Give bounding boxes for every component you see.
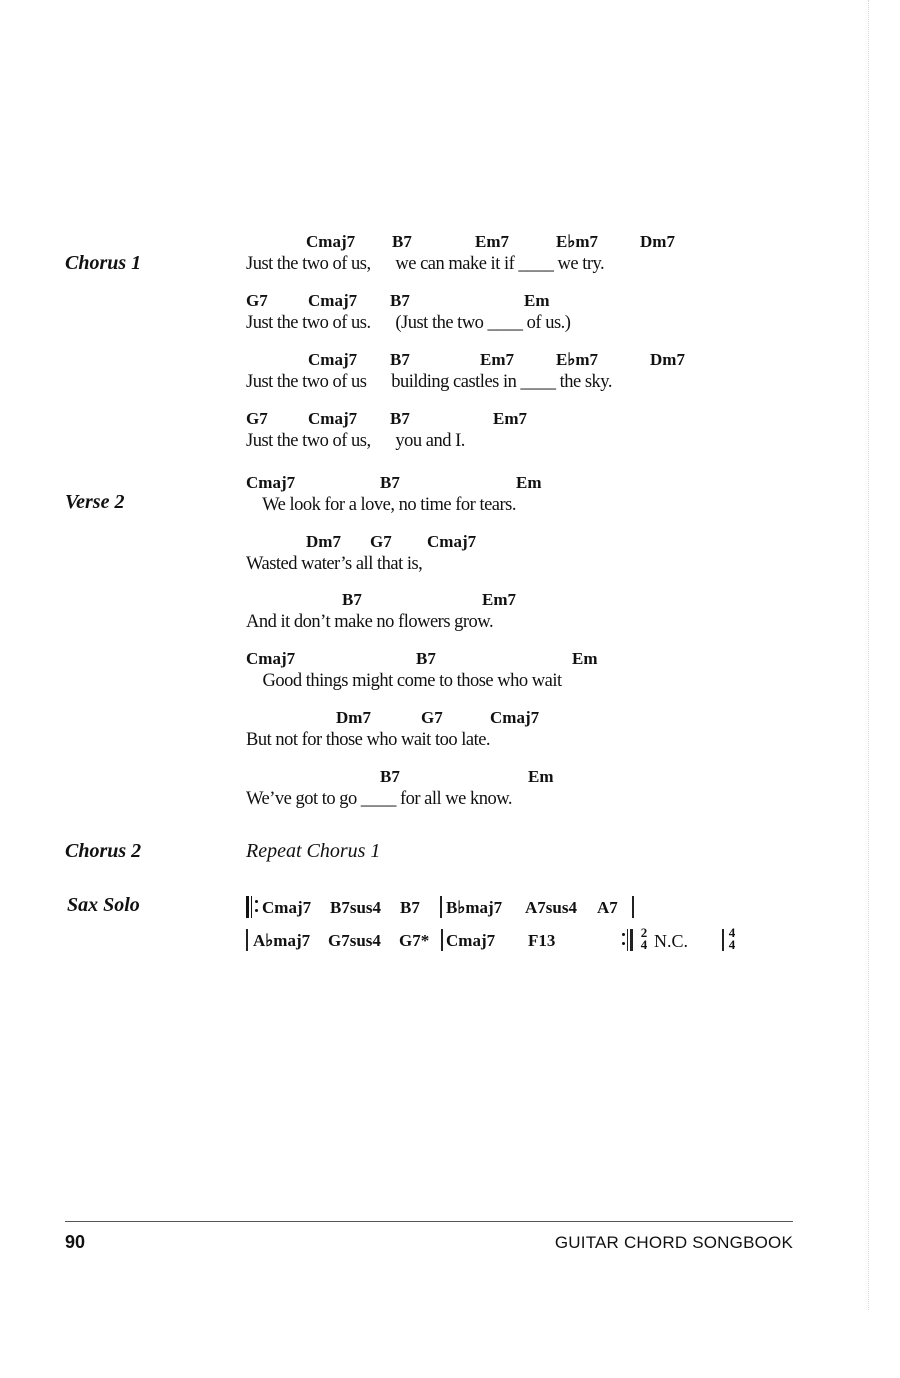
chord: B7 xyxy=(380,767,400,786)
chorus1-line-2 xyxy=(246,291,806,351)
chord: A7 xyxy=(597,898,618,917)
sax-solo-row-1 xyxy=(246,898,806,920)
chord: Dm7 xyxy=(650,350,685,369)
chord: A♭maj7 xyxy=(253,931,311,950)
lyric: Just the two of us, you and I. xyxy=(246,431,465,451)
chord: B7 xyxy=(390,409,410,428)
chorus1-line-3 xyxy=(246,350,806,410)
section-label-chorus-1: Chorus 1 xyxy=(65,252,142,274)
section-label-chorus-2: Chorus 2 xyxy=(65,840,142,862)
verse2-line-6 xyxy=(246,767,806,827)
chord: Em7 xyxy=(493,409,527,428)
chord: Cmaj7 xyxy=(446,931,496,950)
chord: E♭m7 xyxy=(556,350,599,369)
chord: Em xyxy=(516,473,542,492)
chord: Cmaj7 xyxy=(490,708,540,727)
barline xyxy=(441,929,443,951)
lyric: But not for those who wait too late. xyxy=(246,730,491,750)
book-title: GUITAR CHORD SONGBOOK xyxy=(554,1233,793,1252)
repeat-dots xyxy=(622,933,625,951)
chord: B7 xyxy=(400,898,420,917)
page-edge xyxy=(868,0,870,1310)
chord: Dm7 xyxy=(306,532,341,551)
verse2-line-5 xyxy=(246,708,806,768)
chord: B7 xyxy=(392,232,412,251)
repeat-end-thick-bar xyxy=(630,929,633,951)
chord: Em xyxy=(528,767,554,786)
barline xyxy=(246,929,248,951)
time-signature xyxy=(639,927,649,951)
chord: G7 xyxy=(421,708,443,727)
chord: Em xyxy=(572,649,598,668)
lyric: Just the two of us, we can make it if ____ we try. xyxy=(246,254,605,274)
barline xyxy=(722,929,724,951)
lyric: Good things might come to those who wait xyxy=(246,671,562,691)
page-number: 90 xyxy=(65,1232,86,1252)
chorus1-line-4 xyxy=(246,409,806,469)
barline xyxy=(632,896,634,918)
verse2-line-1 xyxy=(246,473,806,533)
chord: B7 xyxy=(342,590,362,609)
chord: Dm7 xyxy=(640,232,675,251)
chord: B7 xyxy=(416,649,436,668)
repeat-dots xyxy=(255,900,258,918)
chord: Cmaj7 xyxy=(246,649,296,668)
chord: G7 xyxy=(246,291,268,310)
barline xyxy=(440,896,442,918)
repeat-chorus-instruction: Repeat Chorus 1 xyxy=(246,840,381,862)
verse2-line-2 xyxy=(246,532,806,592)
footer-rule xyxy=(65,1221,793,1222)
chord: G7sus4 xyxy=(328,931,381,950)
chord: F13 xyxy=(528,931,556,950)
chord: Cmaj7 xyxy=(427,532,477,551)
repeat-end-thin-bar xyxy=(627,929,628,951)
repeat-start-sign xyxy=(246,896,252,918)
chord: G7* xyxy=(399,931,430,950)
verse2-line-3 xyxy=(246,590,806,650)
lyric: We’ve got to go ____ for all we know. xyxy=(246,789,513,809)
lyric: Just the two of us. (Just the two ____ of us.) xyxy=(246,313,571,333)
chord: E♭m7 xyxy=(556,232,599,251)
chord: Em xyxy=(524,291,550,310)
chord: Em7 xyxy=(482,590,516,609)
sax-solo-row-2 xyxy=(246,925,806,953)
chord: Em7 xyxy=(480,350,514,369)
chord: A7sus4 xyxy=(525,898,577,917)
lyric: Just the two of us building castles in ____ the sky. xyxy=(246,372,612,392)
chord: G7 xyxy=(370,532,392,551)
time-signature-top: 2 xyxy=(640,925,648,940)
verse2-line-4 xyxy=(246,649,806,709)
chord: Cmaj7 xyxy=(308,409,358,428)
chord: B7 xyxy=(390,350,410,369)
chord: G7 xyxy=(246,409,268,428)
lyric: We look for a love, no time for tears. xyxy=(246,495,517,515)
no-chord-label: N.C. xyxy=(654,931,689,951)
chord: Dm7 xyxy=(336,708,371,727)
lyric: And it don’t make no flowers grow. xyxy=(246,612,494,632)
time-signature-top: 4 xyxy=(728,925,736,940)
section-label-sax-solo: Sax Solo xyxy=(67,894,140,916)
chord: Cmaj7 xyxy=(262,898,312,917)
lyric: Wasted water’s all that is, xyxy=(246,554,423,574)
chord: B7 xyxy=(380,473,400,492)
chord: B7 xyxy=(390,291,410,310)
chord: Cmaj7 xyxy=(308,291,358,310)
chord: Cmaj7 xyxy=(308,350,358,369)
chorus1-line-1 xyxy=(246,232,806,292)
time-signature-bottom: 4 xyxy=(640,937,648,952)
chord: Cmaj7 xyxy=(306,232,356,251)
time-signature xyxy=(727,927,737,951)
chord: B♭maj7 xyxy=(446,898,503,917)
time-signature-bottom: 4 xyxy=(728,937,736,952)
chord: B7sus4 xyxy=(330,898,382,917)
chord: Cmaj7 xyxy=(246,473,296,492)
chord: Em7 xyxy=(475,232,509,251)
section-label-verse-2: Verse 2 xyxy=(65,491,125,513)
